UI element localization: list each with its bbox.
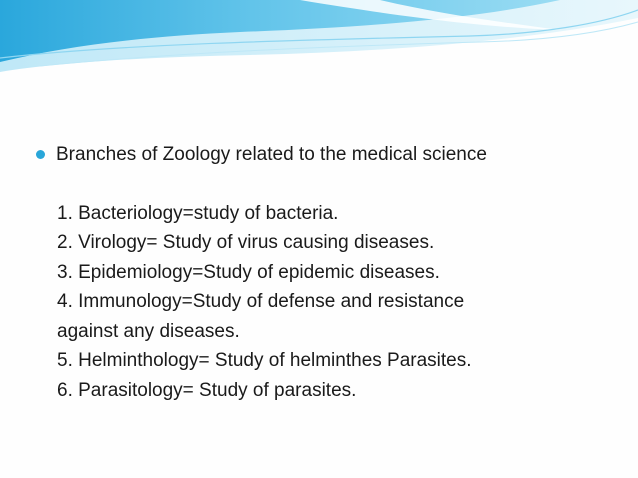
list-item: 3. Epidemiology=Study of epidemic diseases. <box>57 261 440 283</box>
list-item: 1. Bacteriology=study of bacteria. <box>57 202 339 224</box>
heading-bullet-item <box>36 140 626 170</box>
list-item: 5. Helminthology= Study of helminthes Parasites. <box>57 350 472 371</box>
list-item: 2. Virology= Study of virus causing diseases. <box>57 232 435 253</box>
bullet-icon <box>36 150 45 159</box>
slide-content <box>36 140 626 405</box>
slide-heading: Branches of Zoology related to the medical science <box>56 144 487 165</box>
list-item-continuation: against any diseases. <box>57 320 240 342</box>
branches-list <box>57 199 626 406</box>
list-item: 6. Parasitology= Study of parasites. <box>57 379 357 401</box>
header-wave-decoration <box>0 0 638 80</box>
list-item: 4. Immunology=Study of defense and resistance <box>57 291 465 312</box>
